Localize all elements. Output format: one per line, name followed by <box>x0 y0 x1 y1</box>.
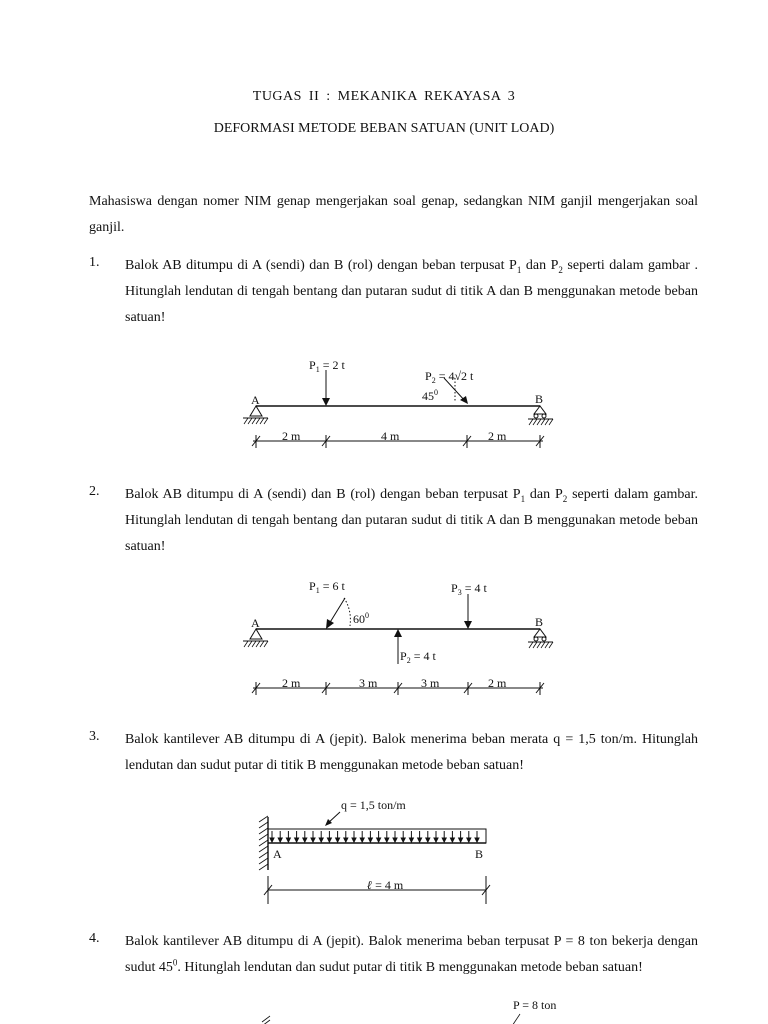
dim-label-3: 2 m <box>488 429 507 443</box>
label-angle-45: $45^0$ <box>422 388 438 403</box>
label-support-a: A <box>251 393 260 407</box>
assignment-subtitle: DEFORMASI METODE BEBAN SATUAN (UNIT LOAD) <box>213 121 555 136</box>
label-load-p2: $P_2 = 4√2$ t <box>425 369 474 385</box>
label-support-a: A <box>251 616 260 630</box>
problem-2-text: Balok AB ditumpu di A (sendi) dan B (rol) dengan beban terpusat $P_1$ dan $P_2$ seperti dalam gambar. Hitunglah lendutan di tengah bentang dan putaran sudut di titik A dan B menggunakan metode beban satuan! <box>125 487 699 554</box>
label-load-p: P = 8 ton <box>513 998 557 1012</box>
intro-paragraph: Mahasiswa dengan nomer NIM genap mengerjakan soal genap, sedangkan NIM ganjil mengerjakan soal ganjil. <box>89 194 698 235</box>
dim-label-1: 2 m <box>282 429 301 443</box>
problem-4-text: Balok kantilever AB ditumpu di A (jepit). Balok menerima beban terpusat P = 8 ton bekerja dengan sudut $45^0$. Hitunglah lendutan dan sudut putar di titik B menggunakan metode beban satuan! <box>125 934 698 975</box>
dim-label-2: 3 m <box>359 676 378 690</box>
problem-3-text: Balok kantilever AB ditumpu di A (jepit). Balok menerima beban merata q = 1,5 ton/m. Hitunglah lendutan dan sudut putar di titik B menggunakan metode beban satuan! <box>125 732 698 773</box>
problem-2-number: 2. <box>89 484 100 499</box>
dim-label-2: 4 m <box>381 429 400 443</box>
load-p-arrow-icon <box>512 1014 520 1024</box>
wall-hatch-icon <box>262 1016 270 1024</box>
label-support-b: B <box>535 615 544 629</box>
problem-3-number: 3. <box>89 729 100 744</box>
dim-label-3: 3 m <box>421 676 440 690</box>
label-support-b: B <box>535 392 544 406</box>
problem-1-text: Balok AB ditumpu di A (sendi) dan B (rol) dengan beban terpusat $P_1$ dan $P_2$ seperti dalam gambar . Hitunglah lendutan di tengah bentang dan putaran sudut di titik A dan B menggunakan metode beban satuan! <box>125 258 698 325</box>
label-load-p2: $P_2 = 4$ t <box>400 649 436 665</box>
label-load-p1: $P_1 = 2$ t <box>309 358 345 374</box>
problem-4-number: 4. <box>89 931 100 946</box>
label-distributed-load: q = 1,5 ton/m <box>341 798 406 812</box>
label-load-p1: $P_1 = 6$ t <box>309 579 345 595</box>
assignment-title: TUGAS II : MEKANIKA REKAYASA 3 <box>252 89 516 104</box>
dim-label-1: 2 m <box>282 676 301 690</box>
label-length: ℓ = 4 m <box>367 878 404 892</box>
dim-label-4: 2 m <box>488 676 507 690</box>
problem-1-number: 1. <box>89 255 100 270</box>
label-point-a: A <box>273 847 282 861</box>
label-point-b: B <box>475 847 484 861</box>
label-load-p3: $P_3 = 4$ t <box>451 581 487 597</box>
label-angle-60: $60^0$ <box>353 611 369 626</box>
